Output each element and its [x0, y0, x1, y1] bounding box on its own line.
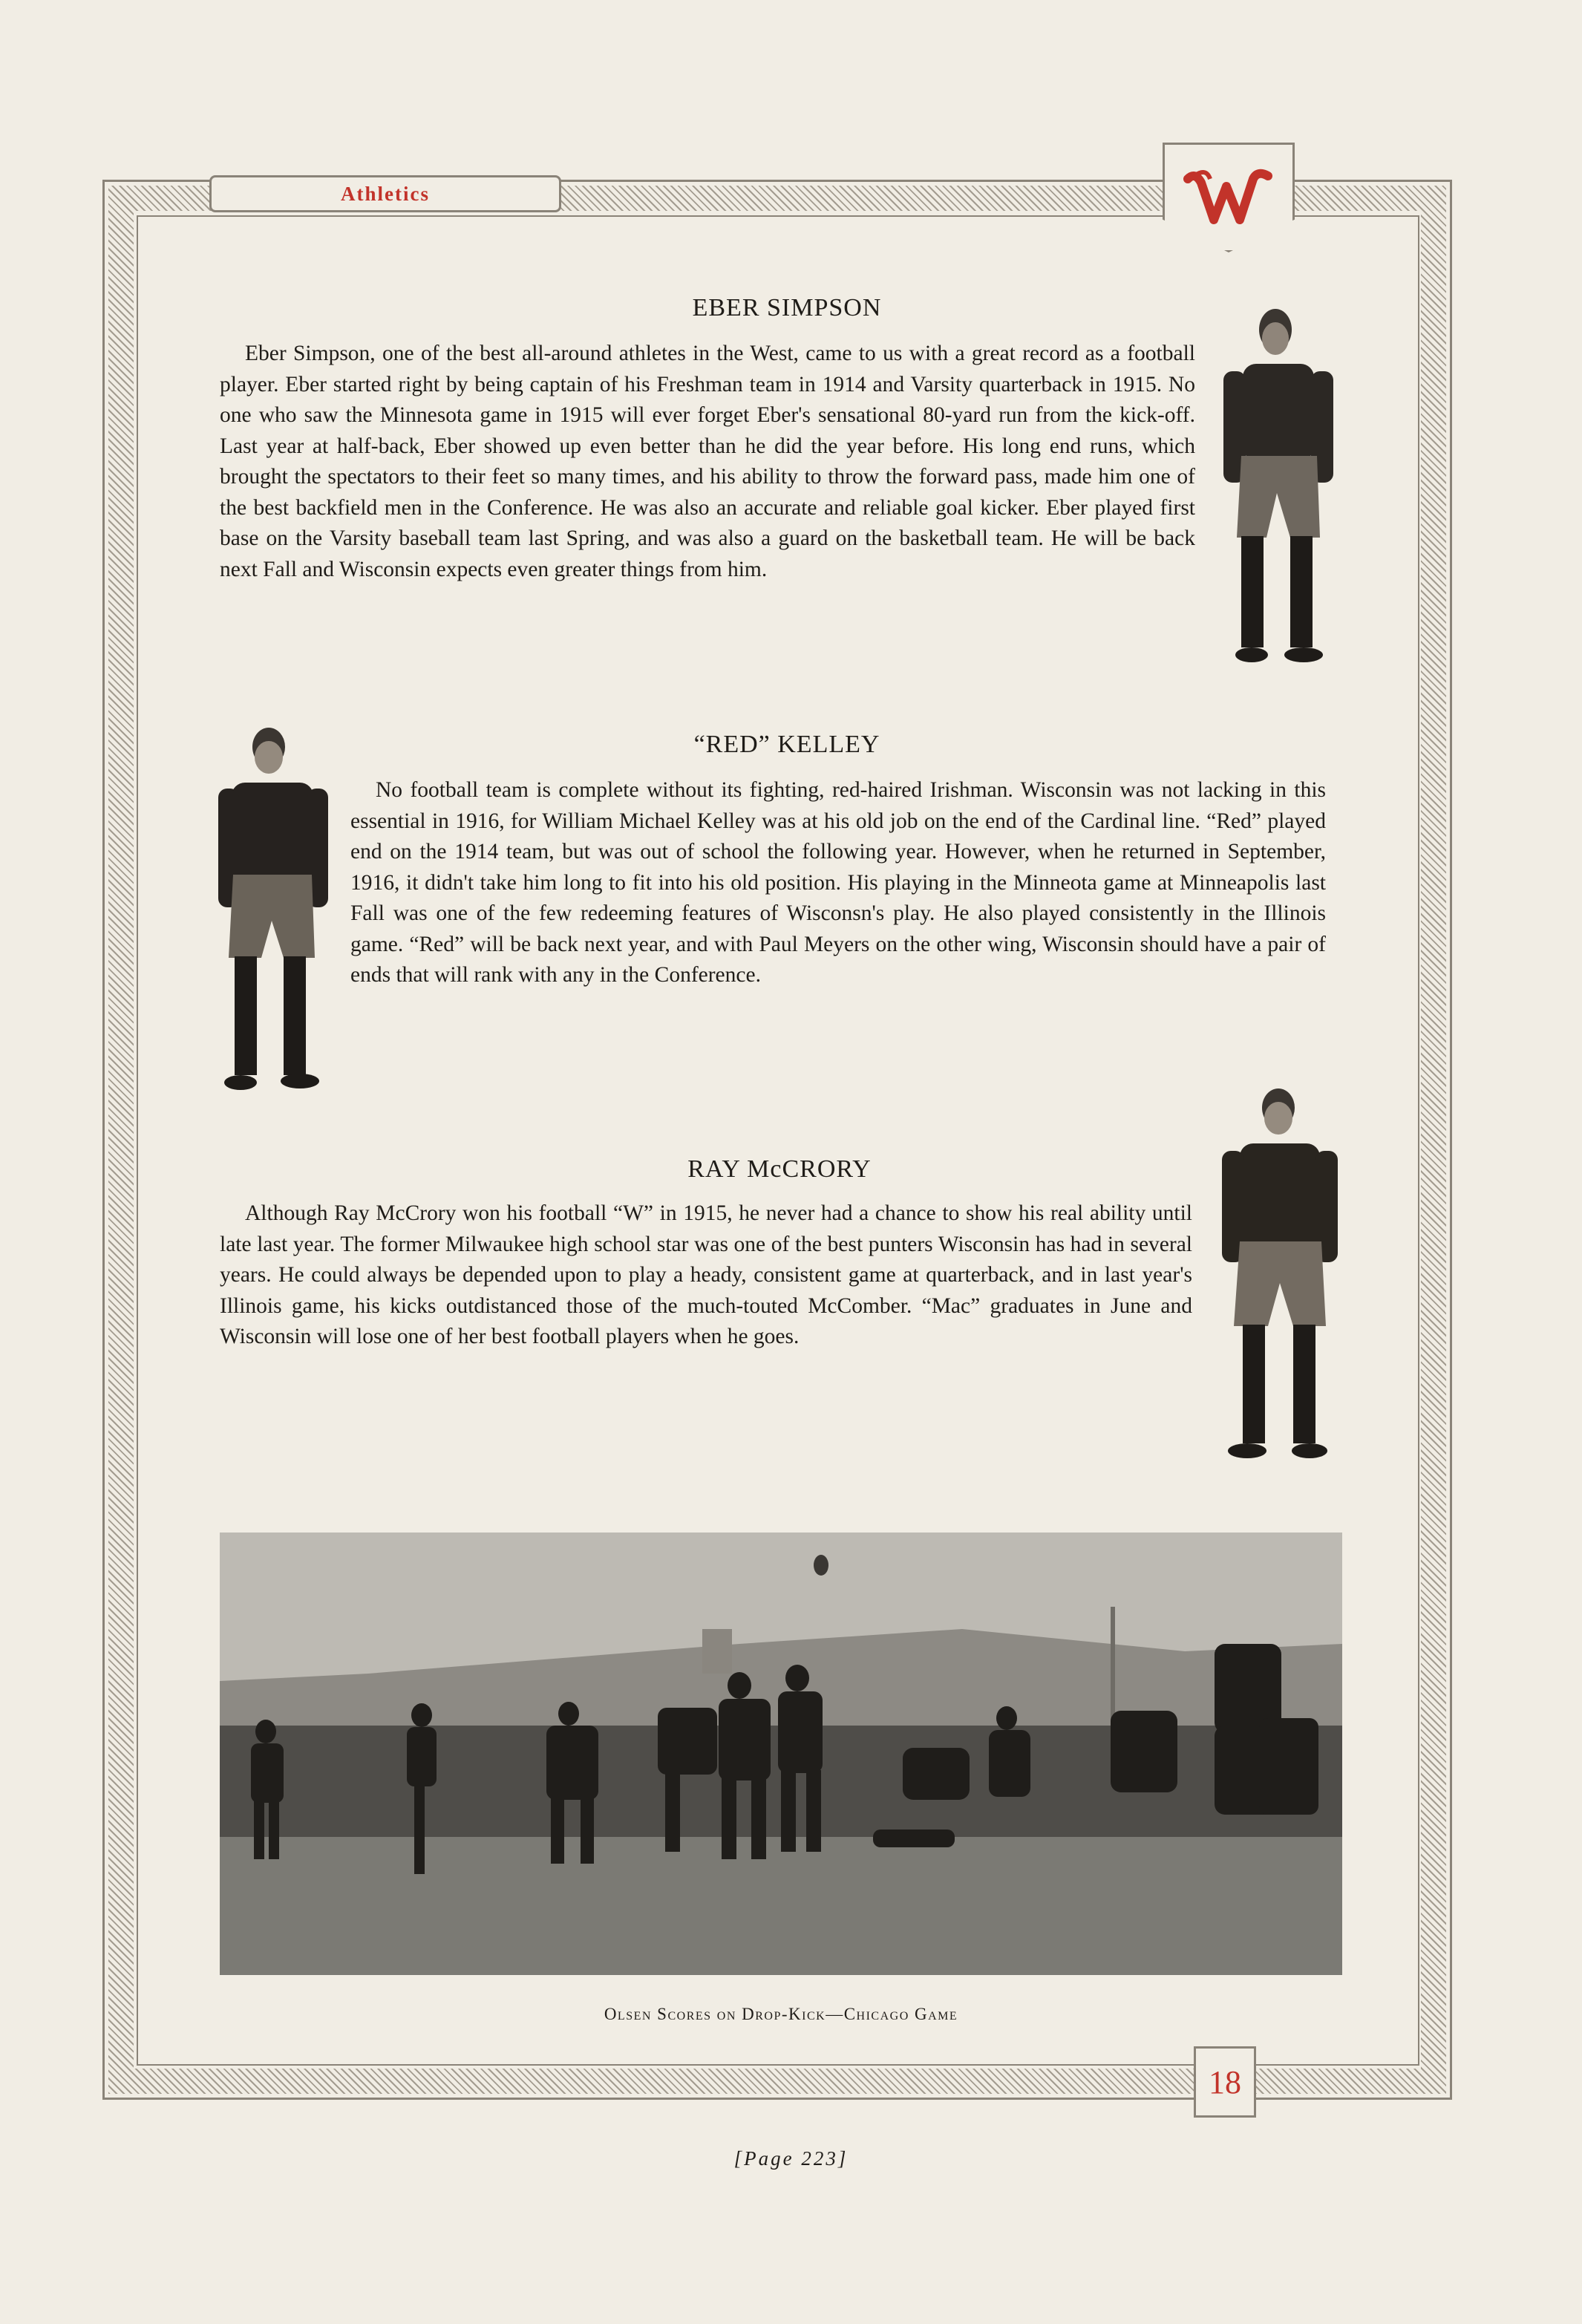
portrait-red-kelley [215, 720, 341, 1121]
article-title-red-kelley: “RED” KELLEY [693, 731, 880, 758]
page-badge: 18 [1209, 2063, 1241, 2101]
section-label: Athletics [341, 182, 430, 205]
article-body-eber-simpson: Eber Simpson, one of the best all-around athletes in the West, came to us with a great record as a football player. Eber started right by being captain of his Freshman team in 1914 and Varsity quarterback in 1915. No one who saw the Minnesota game in 1915 will ever forget Eber's sensational 80-yard run from the kick-off. Last year at half-back, Eber showed up even better than he did the year before. His long end runs, which brought the spectators to their feet so many times, and his ability to throw the forward pass, made him one of the best backfield men in the Conference. He was also an accurate and reliable goal kicker. Eber played first base on the Varsity baseball team last Spring, and was also a guard on the basketball team. He will be back next Fall and Wisconsin expects even greater things from him. [220, 342, 1195, 581]
article-body-ray-mccrory: Although Ray McCrory won his football “W” in 1915, he never had a chance to show his real ability until late last year. The former Milwaukee high school star was one of the best punters Wisconsin has had in several years. He could always be depended upon to play a heady, consistent game at quarterback, and in last year's Illinois game, his kicks outdistanced those of the much-touted McComber. “Mac” graduates in June and Wisconsin will lose one of her best football players when he goes. [220, 1201, 1192, 1348]
section-label-box [209, 175, 561, 212]
page-folio: [Page 223] [733, 2147, 849, 2170]
article-body-red-kelley: No football team is complete without its fighting, red-haired Irishman. Wisconsin was not lacking in this essential in 1916, for William Michael Kelley was at his old job on the end of the Cardinal line. “Red” played end on the 1914 team, but was out of school the following year. However, when he returned in September, 1916, it didn't take him long to fit into his old position. His playing in the Minneota game at Minneapolis last Fall was one of the few redeeming features of Wisconsn's play. He also played consistently in the Illinois game. “Red” will be back next year, and with Paul Meyers on the other wing, Wisconsin should have a pair of ends that will rank with any in the Conference. [350, 778, 1326, 987]
w-monogram-icon [1180, 157, 1277, 238]
page-badge-box [1194, 2046, 1256, 2118]
photo-caption: Olsen Scores on Drop-Kick—Chicago Game [604, 2005, 958, 2023]
portrait-eber-simpson [1209, 300, 1342, 693]
portrait-ray-mccrory [1210, 1081, 1344, 1485]
article-title-ray-mccrory: RAY McCRORY [687, 1155, 872, 1183]
article-title-eber-simpson: EBER SIMPSON [692, 294, 882, 321]
football-action-photo [220, 1533, 1342, 1975]
